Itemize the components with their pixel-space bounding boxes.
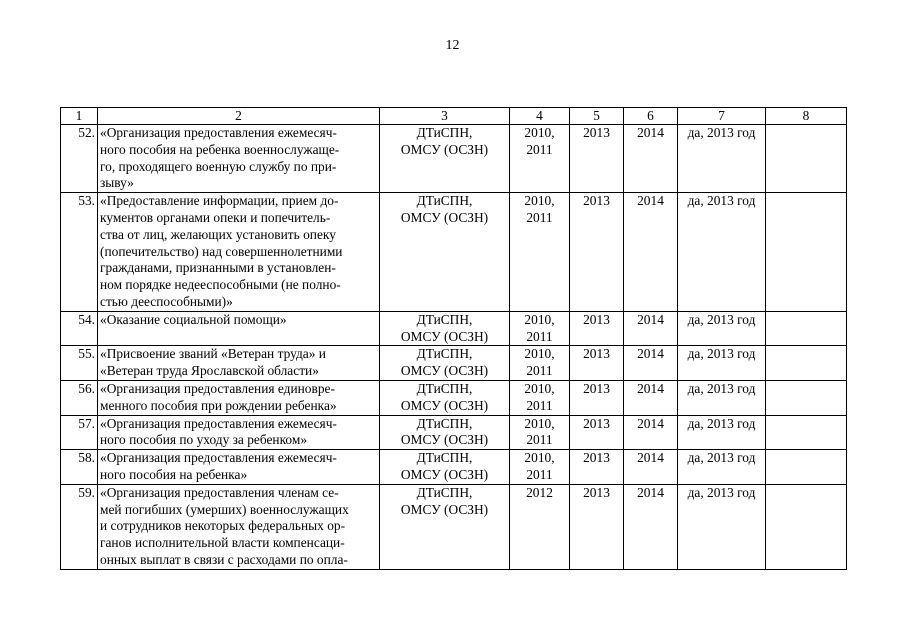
year-col6: 2014 (624, 193, 678, 312)
year-col6: 2014 (624, 346, 678, 381)
answer-cell: да, 2013 год (678, 450, 766, 485)
page-number: 12 (445, 38, 460, 53)
year-col4 (510, 484, 570, 569)
table-row (61, 450, 847, 485)
service-name-line: (попечительство) над совершеннолетними (100, 243, 343, 259)
header-cell: 8 (766, 108, 847, 125)
answer-cell: да, 2013 год (678, 346, 766, 381)
table-row (61, 193, 847, 312)
answer-cell: да, 2013 год (678, 125, 766, 193)
year-col4-line: 2011 (526, 328, 553, 344)
year-col5: 2013 (570, 125, 624, 193)
year-col5: 2013 (570, 415, 624, 450)
year-col4 (510, 193, 570, 312)
year-col5: 2013 (570, 311, 624, 346)
year-col5: 2013 (570, 193, 624, 312)
year-col6: 2014 (624, 125, 678, 193)
answer-cell: да, 2013 год (678, 380, 766, 415)
answer-cell: да, 2013 год (678, 311, 766, 346)
header-cell: 4 (510, 108, 570, 125)
service-name-line: кументов органами опеки и попечитель- (100, 209, 331, 225)
answer-cell: да, 2013 год (678, 193, 766, 312)
responsible-org (380, 484, 510, 569)
year-col4-line: 2010, (524, 450, 555, 466)
year-col4-line: 2010, (524, 380, 555, 396)
year-col5: 2013 (570, 380, 624, 415)
service-name (98, 311, 380, 346)
responsible-org-line: ОМСУ (ОСЗН) (400, 501, 489, 517)
year-col5: 2013 (570, 346, 624, 381)
col8-cell (766, 450, 847, 485)
service-name-line: «Организация предоставления единовре- (100, 380, 335, 396)
service-name-line: ного пособия на ребенка военнослужаще- (100, 141, 340, 157)
table-row (61, 484, 847, 569)
col8-cell (766, 346, 847, 381)
responsible-org-line: ОМСУ (ОСЗН) (400, 328, 489, 344)
service-name-line: «Присвоение званий «Ветеран труда» и (100, 346, 326, 362)
service-name-line: «Оказание социальной помощи» (100, 311, 287, 327)
year-col4 (510, 450, 570, 485)
responsible-org (380, 125, 510, 193)
service-name-line: ства от лиц, желающих установить опеку (100, 226, 336, 242)
year-col4-line: 2010, (524, 125, 555, 140)
service-name-line: и сотрудников некоторых федеральных ор- (100, 518, 346, 534)
service-name-line: менного пособия при рождении ребенка» (100, 397, 337, 413)
responsible-org-line: ДТиСПН, (416, 415, 473, 431)
year-col4-line: 2011 (526, 209, 553, 225)
col8-cell (766, 193, 847, 312)
year-col6: 2014 (624, 450, 678, 485)
service-name-line: «Предоставление информации, прием до- (100, 193, 339, 209)
service-name-line: ного пособия на ребенка» (100, 466, 248, 482)
responsible-org-line: ДТиСПН, (416, 125, 473, 140)
service-name (98, 193, 380, 312)
header-cell: 7 (678, 108, 766, 125)
service-name (98, 380, 380, 415)
row-number: 55. (61, 346, 98, 381)
col8-cell (766, 125, 847, 193)
responsible-org (380, 450, 510, 485)
responsible-org (380, 346, 510, 381)
year-col4-line: 2010, (524, 193, 555, 209)
responsible-org-line: ДТиСПН, (416, 484, 473, 500)
table-row (61, 125, 847, 193)
col8-cell (766, 484, 847, 569)
year-col4-line: 2011 (526, 141, 553, 157)
row-number: 56. (61, 380, 98, 415)
year-col6: 2014 (624, 484, 678, 569)
service-name (98, 346, 380, 381)
year-col4-line: 2012 (526, 484, 553, 500)
table-row (61, 346, 847, 381)
service-name-line: зыву» (100, 175, 134, 191)
header-cell: 3 (380, 108, 510, 125)
service-name-line: гражданами, признанными в установлен- (100, 260, 336, 276)
responsible-org (380, 311, 510, 346)
responsible-org-line: ДТиСПН, (416, 346, 473, 362)
responsible-org (380, 193, 510, 312)
service-name-line: «Организация предоставления ежемесяч- (100, 125, 337, 140)
col8-cell (766, 311, 847, 346)
service-name-line: «Организация предоставления ежемесяч- (100, 450, 337, 466)
service-name (98, 450, 380, 485)
year-col4 (510, 346, 570, 381)
table-row (61, 415, 847, 450)
row-number: 57. (61, 415, 98, 450)
services-table (60, 107, 847, 570)
service-name (98, 125, 380, 193)
responsible-org (380, 380, 510, 415)
service-name-line: го, проходящего военную службу по при- (100, 158, 337, 174)
year-col4 (510, 415, 570, 450)
answer-cell: да, 2013 год (678, 484, 766, 569)
responsible-org-line: ОМСУ (ОСЗН) (400, 432, 489, 448)
year-col6: 2014 (624, 380, 678, 415)
year-col4-line: 2011 (526, 432, 553, 448)
responsible-org-line: ДТиСПН, (416, 311, 473, 327)
service-name-line: «Ветеран труда Ярославской области» (100, 363, 319, 379)
year-col4-line: 2011 (526, 397, 553, 413)
service-name-line: ганов исполнительной власти компенсаци- (100, 535, 345, 551)
year-col4 (510, 380, 570, 415)
year-col4-line: 2011 (526, 466, 553, 482)
service-name-line: стью дееспособными)» (100, 293, 233, 309)
header-cell: 2 (98, 108, 380, 125)
service-name-line: «Организация предоставления членам се- (100, 484, 339, 500)
responsible-org-line: ДТиСПН, (416, 380, 473, 396)
responsible-org (380, 415, 510, 450)
year-col6: 2014 (624, 311, 678, 346)
row-number: 59. (61, 484, 98, 569)
row-number: 52. (61, 125, 98, 193)
year-col6: 2014 (624, 415, 678, 450)
responsible-org-line: ОМСУ (ОСЗН) (400, 209, 489, 225)
responsible-org-line: ОМСУ (ОСЗН) (400, 363, 489, 379)
responsible-org-line: ОМСУ (ОСЗН) (400, 141, 489, 157)
table-row (61, 311, 847, 346)
year-col4 (510, 311, 570, 346)
answer-cell: да, 2013 год (678, 415, 766, 450)
service-name-line: ном порядке недееспособными (не полно- (100, 277, 341, 293)
header-cell: 5 (570, 108, 624, 125)
responsible-org-line: ДТиСПН, (416, 193, 473, 209)
responsible-org-line: ОМСУ (ОСЗН) (400, 466, 489, 482)
year-col4-line: 2011 (526, 363, 553, 379)
year-col4 (510, 125, 570, 193)
service-name (98, 415, 380, 450)
header-cell: 1 (61, 108, 98, 125)
responsible-org-line: ОМСУ (ОСЗН) (400, 397, 489, 413)
service-name-line: онных выплат в связи с расходами по опла- (100, 551, 348, 567)
year-col4-line: 2010, (524, 311, 555, 327)
year-col4-line: 2010, (524, 346, 555, 362)
service-name-line: мей погибших (умерших) военнослужащих (100, 501, 349, 517)
col8-cell (766, 415, 847, 450)
service-name-line: «Организация предоставления ежемесяч- (100, 415, 337, 431)
header-row (61, 108, 847, 125)
row-number: 53. (61, 193, 98, 312)
responsible-org-line: ДТиСПН, (416, 450, 473, 466)
row-number: 58. (61, 450, 98, 485)
service-name-line: ного пособия по уходу за ребенком» (100, 432, 308, 448)
year-col4-line: 2010, (524, 415, 555, 431)
header-cell: 6 (624, 108, 678, 125)
service-name (98, 484, 380, 569)
year-col5: 2013 (570, 450, 624, 485)
year-col5: 2013 (570, 484, 624, 569)
col8-cell (766, 380, 847, 415)
table-row (61, 380, 847, 415)
row-number: 54. (61, 311, 98, 346)
